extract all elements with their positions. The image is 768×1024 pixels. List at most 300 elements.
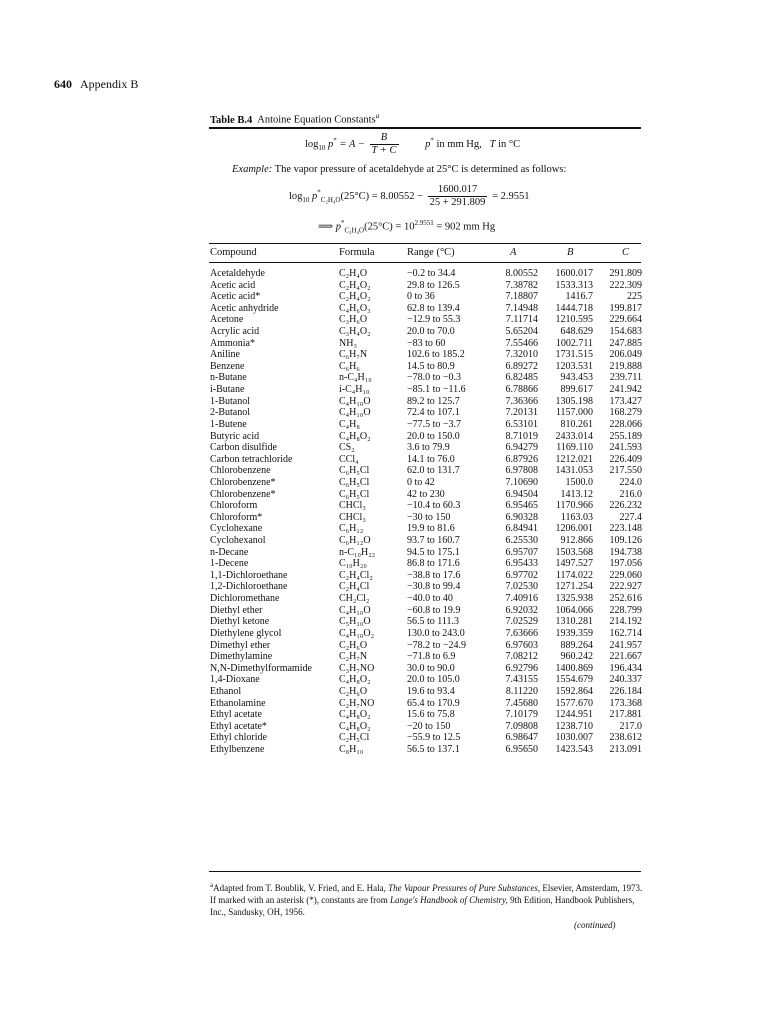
compound-cell: Acetaldehyde bbox=[210, 268, 265, 279]
header-bottom-rule bbox=[209, 262, 641, 263]
page-number: 640 bbox=[54, 77, 72, 91]
range-cell: 14.5 to 80.9 bbox=[407, 360, 455, 372]
range-cell: 0 to 36 bbox=[407, 291, 435, 303]
range-cell: 72.4 to 107.1 bbox=[407, 407, 460, 419]
table-row bbox=[210, 698, 650, 710]
c-cell: 173.368 bbox=[609, 697, 642, 709]
formula-cell: CCl₄ bbox=[339, 453, 359, 465]
a-cell: 7.38782 bbox=[505, 279, 538, 291]
table-row bbox=[210, 593, 650, 605]
a-cell: 6.78866 bbox=[505, 384, 538, 396]
range-cell: 56.5 to 111.3 bbox=[407, 616, 460, 628]
compound-cell: N,N-Dimethylformamide bbox=[210, 662, 312, 674]
table-row bbox=[210, 628, 650, 640]
formula-cell: C₁₀H₂₀ bbox=[339, 558, 367, 570]
c-cell: 291.809 bbox=[609, 268, 642, 279]
c-cell: 229.664 bbox=[609, 314, 642, 326]
a-cell: 8.71019 bbox=[505, 430, 538, 442]
compound-cell: Chloroform* bbox=[210, 511, 263, 523]
table-row bbox=[210, 547, 650, 559]
range-cell: 42 to 230 bbox=[407, 488, 445, 500]
range-cell: −10.4 to 60.3 bbox=[407, 500, 461, 512]
table-row bbox=[210, 489, 650, 501]
a-cell: 7.11714 bbox=[505, 314, 538, 326]
range-cell: 19.9 to 81.6 bbox=[407, 523, 455, 535]
table-row bbox=[210, 616, 650, 628]
formula-cell: C₆H₅Cl bbox=[339, 465, 370, 477]
table-row bbox=[210, 442, 650, 454]
equation-base: 10 bbox=[318, 144, 326, 152]
b-cell: 1310.281 bbox=[555, 616, 593, 628]
formula-cell: C₄H₁₀O bbox=[339, 604, 371, 616]
table-row bbox=[210, 280, 650, 292]
a-cell: 8.00552 bbox=[505, 268, 538, 279]
example-line2-mid: (25°C) = 10 bbox=[364, 221, 415, 233]
a-cell: 6.94279 bbox=[505, 442, 538, 454]
formula-cell: C₂H₄Cl₂ bbox=[339, 569, 373, 581]
range-cell: 102.6 to 185.2 bbox=[407, 349, 465, 361]
formula-cell: CHCl₃ bbox=[339, 511, 366, 523]
table-row bbox=[210, 512, 650, 524]
range-cell: 0 to 42 bbox=[407, 476, 435, 488]
compound-cell: 2-Butanol bbox=[210, 407, 250, 419]
equation-fraction bbox=[370, 132, 399, 157]
example-line-2 bbox=[318, 219, 495, 235]
a-cell: 6.92796 bbox=[505, 662, 538, 674]
b-cell: 1244.951 bbox=[555, 709, 593, 721]
c-cell: 252.616 bbox=[609, 593, 642, 605]
footnote-book-1: The Vapour Pressures of Pure Substances, bbox=[388, 883, 541, 893]
b-cell: 1325.938 bbox=[555, 593, 593, 605]
a-cell: 7.02529 bbox=[505, 616, 538, 628]
bottom-rule bbox=[209, 871, 641, 872]
a-cell: 6.97603 bbox=[505, 639, 538, 651]
formula-cell: C₆H₁₂O bbox=[339, 535, 371, 547]
a-cell: 6.97808 bbox=[505, 465, 538, 477]
range-cell: 130.0 to 243.0 bbox=[407, 627, 465, 639]
footnote-marker: a bbox=[210, 881, 214, 889]
compound-cell: Cyclohexanol bbox=[210, 535, 266, 547]
c-cell: 206.049 bbox=[609, 349, 642, 361]
compound-cell: Dichloromethane bbox=[210, 593, 280, 605]
range-cell: −77.5 to −3.7 bbox=[407, 418, 462, 430]
implies-arrow-icon: ⟹ bbox=[318, 221, 334, 233]
example-line2-exp: 2.9551 bbox=[414, 219, 434, 227]
example-line1-result: = 2.9551 bbox=[492, 190, 530, 202]
units-T-text: in °C bbox=[498, 138, 521, 150]
table-row bbox=[210, 477, 650, 489]
compound-cell: Chlorobenzene* bbox=[210, 476, 276, 488]
formula-cell: C₄H₈O₂ bbox=[339, 674, 371, 686]
a-cell: 6.89272 bbox=[505, 360, 538, 372]
compound-cell: Dimethylamine bbox=[210, 651, 273, 663]
table-row bbox=[210, 721, 650, 733]
b-cell: 1212.021 bbox=[555, 453, 593, 465]
a-cell: 6.95465 bbox=[505, 500, 538, 512]
b-cell: 810.261 bbox=[560, 418, 593, 430]
c-cell: 216.0 bbox=[619, 488, 642, 500]
formula-cell: C₂H₄O₂ bbox=[339, 279, 371, 291]
b-cell: 1939.359 bbox=[555, 627, 593, 639]
col-a: A bbox=[510, 247, 517, 258]
compound-cell: 1,2-Dichloroethane bbox=[210, 581, 288, 593]
a-cell: 6.95707 bbox=[505, 546, 538, 558]
footnote-book-2: Lange's Handbook of Chemistry, bbox=[389, 895, 508, 905]
table-row bbox=[210, 523, 650, 535]
a-cell: 6.90328 bbox=[505, 511, 538, 523]
formula-cell: C₆H₁₂ bbox=[339, 523, 364, 535]
a-cell: 6.53101 bbox=[505, 418, 538, 430]
b-cell: 1731.515 bbox=[555, 349, 593, 361]
compound-cell: 1,4-Dioxane bbox=[210, 674, 260, 686]
table-label: Table B.4 bbox=[210, 114, 253, 126]
equation-star: * bbox=[333, 136, 337, 145]
range-cell: 20.0 to 105.0 bbox=[407, 674, 460, 686]
formula-cell: C₄H₁₀O bbox=[339, 407, 371, 419]
b-cell: 1271.254 bbox=[555, 581, 593, 593]
c-cell: 213.091 bbox=[609, 743, 642, 755]
c-cell: 197.056 bbox=[609, 558, 642, 570]
formula-cell: C₂H₆O bbox=[339, 639, 368, 651]
table-row bbox=[210, 465, 650, 477]
range-cell: 62.0 to 131.7 bbox=[407, 465, 460, 477]
compound-cell: Ethanolamine bbox=[210, 697, 266, 709]
a-cell: 6.95650 bbox=[505, 743, 538, 755]
c-cell: 199.817 bbox=[609, 302, 642, 314]
example-line1-sub: C₂H₄O bbox=[320, 196, 341, 204]
units-T: T bbox=[489, 138, 496, 150]
formula-cell: NH₃ bbox=[339, 337, 357, 349]
table-title-text: Antoine Equation Constants bbox=[257, 114, 376, 126]
table-title bbox=[210, 112, 379, 126]
compound-cell: Acetic acid bbox=[210, 279, 256, 291]
formula-cell: C₅H₁₀O bbox=[339, 616, 371, 628]
range-cell: 20.0 to 150.0 bbox=[407, 430, 460, 442]
b-cell: 912.866 bbox=[560, 535, 593, 547]
range-cell: −55.9 to 12.5 bbox=[407, 732, 461, 744]
table-row bbox=[210, 674, 650, 686]
a-cell: 7.55466 bbox=[505, 337, 538, 349]
b-cell: 899.617 bbox=[560, 384, 593, 396]
a-cell: 7.10690 bbox=[505, 476, 538, 488]
col-compound: Compound bbox=[210, 247, 257, 258]
compound-cell: Chloroform bbox=[210, 500, 258, 512]
formula-cell: C₃H₄O₂ bbox=[339, 326, 371, 338]
range-cell: −30.8 to 99.4 bbox=[407, 581, 461, 593]
c-cell: 168.279 bbox=[609, 407, 642, 419]
table-row bbox=[210, 326, 650, 338]
formula-cell: C₄H₈O₂ bbox=[339, 430, 371, 442]
a-cell: 7.08212 bbox=[505, 651, 538, 663]
b-cell: 1423.543 bbox=[555, 743, 593, 755]
equation-denominator: T + C bbox=[371, 145, 397, 156]
formula-cell: CH₂Cl₂ bbox=[339, 593, 370, 605]
range-cell: −40.0 to 40 bbox=[407, 593, 453, 605]
range-cell: −83 to 60 bbox=[407, 337, 446, 349]
compound-cell: i-Butane bbox=[210, 384, 245, 396]
compound-cell: Acetic acid* bbox=[210, 291, 261, 303]
footnote-text-3: 9th Edition, Handbook Publishers, Inc., Sandusky, OH, 1956. bbox=[210, 895, 635, 917]
range-cell: 19.6 to 93.4 bbox=[407, 685, 455, 697]
example-label: Example: bbox=[232, 164, 273, 175]
a-cell: 6.92032 bbox=[505, 604, 538, 616]
table-row bbox=[210, 500, 650, 512]
c-cell: 241.942 bbox=[609, 384, 642, 396]
table-row bbox=[210, 640, 650, 652]
a-cell: 7.10179 bbox=[505, 709, 538, 721]
b-cell: 960.242 bbox=[560, 651, 593, 663]
b-cell: 1444.718 bbox=[555, 302, 593, 314]
range-cell: 30.0 to 90.0 bbox=[407, 662, 455, 674]
compound-cell: Ethylbenzene bbox=[210, 743, 265, 755]
table-row bbox=[210, 419, 650, 431]
table-row bbox=[210, 732, 650, 744]
a-cell: 6.97702 bbox=[505, 569, 538, 581]
b-cell: 1163.03 bbox=[560, 511, 593, 523]
b-cell: 1030.007 bbox=[555, 732, 593, 744]
range-cell: 56.5 to 137.1 bbox=[407, 743, 460, 755]
compound-cell: Ethyl acetate* bbox=[210, 720, 267, 732]
compound-cell: Ammonia* bbox=[210, 337, 255, 349]
table-body bbox=[210, 268, 650, 756]
a-cell: 6.84941 bbox=[505, 523, 538, 535]
table-row bbox=[210, 535, 650, 547]
range-cell: −38.8 to 17.6 bbox=[407, 569, 461, 581]
example-line1-p: p bbox=[312, 190, 318, 202]
compound-cell: n-Decane bbox=[210, 546, 249, 558]
example-line-1 bbox=[289, 184, 529, 209]
example-sentence bbox=[232, 164, 566, 175]
formula-cell: C₄H₁₀O₂ bbox=[339, 627, 375, 639]
a-cell: 6.98647 bbox=[505, 732, 538, 744]
c-cell: 247.885 bbox=[609, 337, 642, 349]
c-cell: 214.192 bbox=[609, 616, 642, 628]
top-rule bbox=[209, 127, 641, 129]
table-row bbox=[210, 663, 650, 675]
b-cell: 1305.198 bbox=[555, 395, 593, 407]
c-cell: 223.148 bbox=[609, 523, 642, 535]
a-cell: 7.63666 bbox=[505, 627, 538, 639]
a-cell: 7.43155 bbox=[505, 674, 538, 686]
section-title: Appendix B bbox=[80, 77, 139, 91]
compound-cell: Ethanol bbox=[210, 685, 242, 697]
b-cell: 1416.7 bbox=[565, 291, 593, 303]
c-cell: 226.184 bbox=[609, 685, 642, 697]
b-cell: 1206.001 bbox=[555, 523, 593, 535]
example-line1-arg: (25°C) = 8.00552 − bbox=[340, 190, 424, 202]
a-cell: 6.82485 bbox=[505, 372, 538, 384]
b-cell: 1210.595 bbox=[555, 314, 593, 326]
formula-cell: C₂H₄O₂ bbox=[339, 291, 371, 303]
range-cell: 94.5 to 175.1 bbox=[407, 546, 460, 558]
antoine-equation: $\log_{10} p^* = A$ − $\frac{B}{T + C}$ p* in mm Hg, T in °C bbox=[305, 132, 521, 156]
b-cell: 648.629 bbox=[560, 326, 593, 338]
formula-cell: C₂H₄O bbox=[339, 268, 368, 279]
c-cell: 217.0 bbox=[619, 720, 642, 732]
formula-cell: C₈H₁₀ bbox=[339, 743, 364, 755]
b-cell: 1170.966 bbox=[555, 500, 593, 512]
compound-cell: Diethylene glycol bbox=[210, 627, 282, 639]
formula-cell: CS₂ bbox=[339, 442, 355, 454]
a-cell: 7.40916 bbox=[505, 593, 538, 605]
table-row bbox=[210, 361, 650, 373]
footnote bbox=[210, 879, 646, 918]
c-cell: 240.337 bbox=[609, 674, 642, 686]
range-cell: 20.0 to 70.0 bbox=[407, 326, 455, 338]
table-row bbox=[210, 303, 650, 315]
c-cell: 239.711 bbox=[609, 372, 642, 384]
b-cell: 1002.711 bbox=[555, 337, 593, 349]
c-cell: 224.0 bbox=[619, 476, 642, 488]
c-cell: 238.612 bbox=[609, 732, 642, 744]
col-c: C bbox=[622, 247, 630, 258]
a-cell: 7.14948 bbox=[505, 302, 538, 314]
table-row bbox=[210, 338, 650, 350]
b-cell: 1500.0 bbox=[565, 476, 593, 488]
equation-var: p bbox=[328, 138, 334, 150]
compound-cell: Acetic anhydride bbox=[210, 302, 279, 314]
range-cell: 3.6 to 79.9 bbox=[407, 442, 450, 454]
formula-cell: C₆H₅Cl bbox=[339, 476, 370, 488]
c-cell: 241.957 bbox=[609, 639, 642, 651]
b-cell: 1203.531 bbox=[555, 360, 593, 372]
formula-cell: C₄H₆O₃ bbox=[339, 302, 371, 314]
footnote-text-1: Adapted from T. Boublik, V. Fried, and E. Hala, bbox=[213, 883, 386, 893]
compound-cell: Ethyl chloride bbox=[210, 732, 267, 744]
equation-log: log bbox=[305, 138, 319, 150]
b-cell: 1169.110 bbox=[556, 442, 593, 454]
compound-cell: Diethyl ether bbox=[210, 604, 263, 616]
compound-cell: Dimethyl ether bbox=[210, 639, 271, 651]
col-b: B bbox=[567, 247, 574, 258]
c-cell: 162.714 bbox=[609, 627, 642, 639]
table-row bbox=[210, 291, 650, 303]
example-denominator: 25 + 291.809 bbox=[429, 197, 486, 208]
formula-cell: C₄H₈O₂ bbox=[339, 709, 371, 721]
a-cell: 8.11220 bbox=[505, 685, 538, 697]
c-cell: 228.799 bbox=[609, 604, 642, 616]
example-numerator: 1600.017 bbox=[428, 184, 488, 197]
c-cell: 241.593 bbox=[609, 442, 642, 454]
equation-eq: = A − bbox=[339, 138, 365, 150]
compound-cell: Benzene bbox=[210, 360, 245, 372]
c-cell: 154.683 bbox=[609, 326, 642, 338]
b-cell: 1400.869 bbox=[555, 662, 593, 674]
range-cell: 93.7 to 160.7 bbox=[407, 535, 460, 547]
formula-cell: CHCl₃ bbox=[339, 500, 366, 512]
c-cell: 219.888 bbox=[609, 360, 642, 372]
example-fraction bbox=[428, 184, 488, 209]
range-cell: −30 to 150 bbox=[407, 511, 451, 523]
c-cell: 228.066 bbox=[609, 418, 642, 430]
formula-cell: n-C₄H₁₀ bbox=[339, 372, 372, 384]
example-line1-log: log bbox=[289, 190, 303, 202]
b-cell: 2433.014 bbox=[555, 430, 593, 442]
compound-cell: 1-Butene bbox=[210, 418, 247, 430]
table-title-marker: a bbox=[375, 112, 380, 120]
table-row bbox=[210, 314, 650, 326]
compound-cell: Chlorobenzene* bbox=[210, 488, 276, 500]
formula-cell: n-C₁₀H₂₂ bbox=[339, 546, 376, 558]
table-row bbox=[210, 605, 650, 617]
a-cell: 7.18807 bbox=[505, 291, 538, 303]
a-cell: 6.25530 bbox=[505, 535, 538, 547]
formula-cell: C₄H₈O₂ bbox=[339, 720, 371, 732]
range-cell: −60.8 to 19.9 bbox=[407, 604, 461, 616]
b-cell: 1497.527 bbox=[555, 558, 593, 570]
compound-cell: 1-Decene bbox=[210, 558, 249, 570]
b-cell: 1174.022 bbox=[555, 569, 593, 581]
c-cell: 221.667 bbox=[609, 651, 642, 663]
range-cell: 29.8 to 126.5 bbox=[407, 279, 460, 291]
c-cell: 109.126 bbox=[609, 535, 642, 547]
formula-cell: C₆H₅Cl bbox=[339, 488, 370, 500]
header-top-rule bbox=[209, 243, 641, 244]
a-cell: 5.65204 bbox=[505, 326, 538, 338]
table-row bbox=[210, 396, 650, 408]
page-header bbox=[54, 77, 138, 92]
b-cell: 1577.670 bbox=[555, 697, 593, 709]
b-cell: 1238.710 bbox=[555, 720, 593, 732]
compound-cell: Carbon tetrachloride bbox=[210, 453, 293, 465]
range-cell: −78.2 to −24.9 bbox=[407, 639, 467, 651]
range-cell: 89.2 to 125.7 bbox=[407, 395, 460, 407]
compound-cell: Butyric acid bbox=[210, 430, 260, 442]
c-cell: 222.309 bbox=[609, 279, 642, 291]
example-line1-base: 10 bbox=[302, 196, 310, 204]
b-cell: 1431.053 bbox=[555, 465, 593, 477]
c-cell: 255.189 bbox=[609, 430, 642, 442]
a-cell: 7.02530 bbox=[505, 581, 538, 593]
c-cell: 225 bbox=[627, 291, 642, 303]
range-cell: 14.1 to 76.0 bbox=[407, 453, 455, 465]
example-line2-result: = 902 mm Hg bbox=[436, 221, 496, 233]
formula-cell: C₂H₇NO bbox=[339, 697, 375, 709]
c-cell: 194.738 bbox=[609, 546, 642, 558]
c-cell: 217.881 bbox=[609, 709, 642, 721]
compound-cell: 1-Butanol bbox=[210, 395, 250, 407]
b-cell: 889.264 bbox=[560, 639, 593, 651]
a-cell: 7.32010 bbox=[505, 349, 538, 361]
a-cell: 7.20131 bbox=[505, 407, 538, 419]
b-cell: 1554.679 bbox=[555, 674, 593, 686]
equation-numerator: B bbox=[370, 132, 399, 145]
formula-cell: C₆H₇N bbox=[339, 349, 368, 361]
c-cell: 222.927 bbox=[609, 581, 642, 593]
table-row bbox=[210, 372, 650, 384]
compound-cell: Acetone bbox=[210, 314, 244, 326]
a-cell: 7.36366 bbox=[505, 395, 538, 407]
col-range: Range (°C) bbox=[407, 247, 455, 258]
b-cell: 1533.313 bbox=[555, 279, 593, 291]
c-cell: 217.550 bbox=[609, 465, 642, 477]
a-cell: 7.09808 bbox=[505, 720, 538, 732]
example-line1-star: * bbox=[317, 188, 321, 197]
b-cell: 1157.000 bbox=[555, 407, 593, 419]
footnote-text-2: Elsevier, Amsterdam, 1973. If marked with an asterisk (*), constants are from bbox=[210, 883, 643, 905]
table-row bbox=[210, 744, 650, 756]
formula-cell: i-C₄H₁₀ bbox=[339, 384, 370, 396]
formula-cell: C₂H₆O bbox=[339, 685, 368, 697]
units-p: p bbox=[425, 138, 431, 150]
b-cell: 1064.066 bbox=[555, 604, 593, 616]
c-cell: 226.232 bbox=[609, 500, 642, 512]
table-row bbox=[210, 709, 650, 721]
compound-cell: n-Butane bbox=[210, 372, 247, 384]
range-cell: −78.0 to −0.3 bbox=[407, 372, 462, 384]
table-row bbox=[210, 651, 650, 663]
col-formula: Formula bbox=[339, 247, 375, 258]
